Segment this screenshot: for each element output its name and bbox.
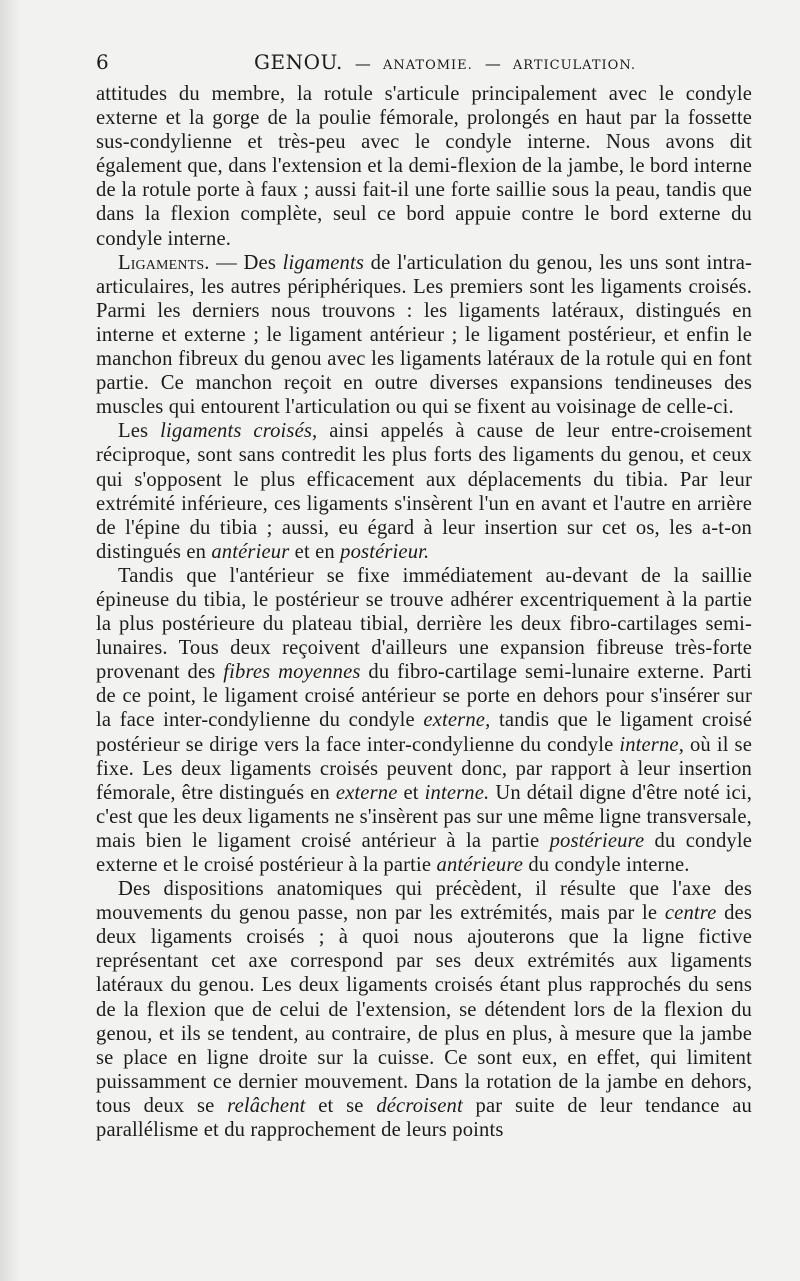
italic-run: interne, (619, 733, 685, 756)
italic-run: centre (664, 902, 717, 925)
paragraph-axe (96, 877, 752, 1142)
running-head-title: GENOU. (254, 50, 343, 74)
text-run: et se (305, 1094, 377, 1117)
running-head-dash: — (484, 54, 501, 73)
paragraph: attitudes du membre, la rotule s'articule principalement avec le condyle externe et la gorge de la poulie fémorale, prolongés en haut par la fossette sus-condylienne et très-peu avec le condyle interne. Nous avons dit également que, dans l'extension et la demi-flexion de la jambe, le bord interne de la rotule porte à faux ; aussi fait-il une forte saillie sous la peau, tandis que dans la flexion complète, seul ce bord appuie contre le bord externe du condyle interne. (96, 83, 752, 250)
italic-run: postérieur. (340, 540, 430, 563)
italic-run: postérieure (549, 829, 645, 852)
text-run: par suite de leur tendance au parallélisme et du rapprochement de leurs points (96, 1094, 752, 1142)
paragraph-ligaments (96, 251, 752, 420)
italic-run: externe (335, 781, 398, 804)
running-head (254, 50, 636, 74)
italic-run: décroisent (376, 1094, 463, 1117)
paragraph-ligaments-croises (96, 419, 752, 564)
italic-run: externe, (423, 709, 491, 732)
running-head-section: ANATOMIE. (382, 58, 473, 73)
italic-run: ligaments (282, 251, 365, 274)
page-header (96, 46, 752, 82)
text-run: tandis que le ligament croisé postérieur se dirige vers la face inter-condylienne du condyle (96, 709, 752, 756)
paragraph-insertion (96, 564, 752, 877)
page-number: 6 (96, 50, 109, 74)
text-run: — Des (209, 251, 283, 274)
italic-run: antérieure (436, 854, 524, 876)
text-run: des deux ligaments croisés ; à quoi nous ajouterons que la ligne fictive représentant cet axe correspond par ses deux extrémités aux ligaments latéraux du genou. Les deux ligaments croisés étant plus rapprochés du sens de la flexion que de celui de l'extension, se détendent lors de la flexion du genou, et ils se tendent, au contraire, de plus en plus, à mesure que la jambe se place en ligne droite sur la cuisse. Ce sont eux, en effet, qui limitent puissamment ce dernier mouvement. Dans la rotation de la jambe en dehors, tous deux se (96, 902, 752, 1117)
page-gutter-shadow (0, 0, 20, 1281)
section-heading: Ligaments. (118, 251, 210, 274)
text-run: Tandis que l'antérieur se fixe immédiatement au-devant de la saillie épineuse du tibia, le postérieur se trouve adhérer excentriquement à la partie la plus postérieure du plateau tibial, derrière les deux fibro-cartilages semi-lunaires. Tous deux reçoivent d'ailleurs une expansion fibreuse très-forte provenant des (96, 564, 752, 684)
text-run: et en (289, 540, 341, 563)
text-run: ainsi appelés à cause de leur entre-croisement réciproque, sont sans contredit les plus forts des ligaments du genou, et ceux qui s'opposent le plus efficacement aux déplacements du tibia. Par leur extrémité inférieure, ces ligaments s'insèrent l'un en avant et l'autre en arrière de l'épine du tibia ; aussi, eu égard à leur insertion sur cet os, les a-t-on distingués en (96, 420, 752, 563)
italic-run: fibres moyennes (223, 661, 361, 684)
text-run: Les (118, 420, 161, 443)
text-run: Un détail digne d'être noté ici, c'est que les deux ligaments ne s'insèrent pas sur une même ligne transversale, mais bien le ligament croisé antérieur à la partie (96, 781, 753, 852)
text-run: où il se fixe. Les deux ligaments croisés peuvent donc, par rapport à leur insertion fémorale, être distingués en (96, 733, 752, 804)
running-head-dash: — (354, 54, 371, 73)
italic-run: relâchent (227, 1094, 306, 1117)
text-run: et (397, 781, 425, 804)
text-run: du condyle externe et le croisé postérieur à la partie (96, 829, 752, 876)
text-run: Des dispositions anatomiques qui précèdent, il résulte que l'axe des mouvements du genou passe, non par les extrémités, mais par le (96, 878, 752, 925)
text-run: du fibro-cartilage semi-lunaire externe. Parti de ce point, le ligament croisé antérieur se porte en dehors pour s'insérer sur la face inter-condylienne du condyle (96, 661, 752, 732)
body-text (96, 82, 752, 1142)
running-head-subsection: ARTICULATION. (512, 58, 636, 73)
italic-run: interne. (424, 781, 490, 804)
text-run: du condyle interne. (523, 854, 690, 876)
italic-run: antérieur (211, 540, 290, 563)
text-run: de l'articulation du genou, les uns sont intra-articulaires, les autres périphériques. Les premiers sont les ligaments croisés. Parmi les derniers nous trouvons : les ligaments latéraux, distingués en interne et externe ; le ligament antérieur ; le ligament postérieur, et enfin le manchon fibreux du genou avec les ligaments latéraux de la rotule qui en font partie. Ce manchon reçoit en outre diverses expansions tendineuses des muscles qui entourent l'articulation ou qui se fixent au voisinage de celle-ci. (96, 251, 753, 419)
italic-run: ligaments croisés, (160, 420, 318, 443)
